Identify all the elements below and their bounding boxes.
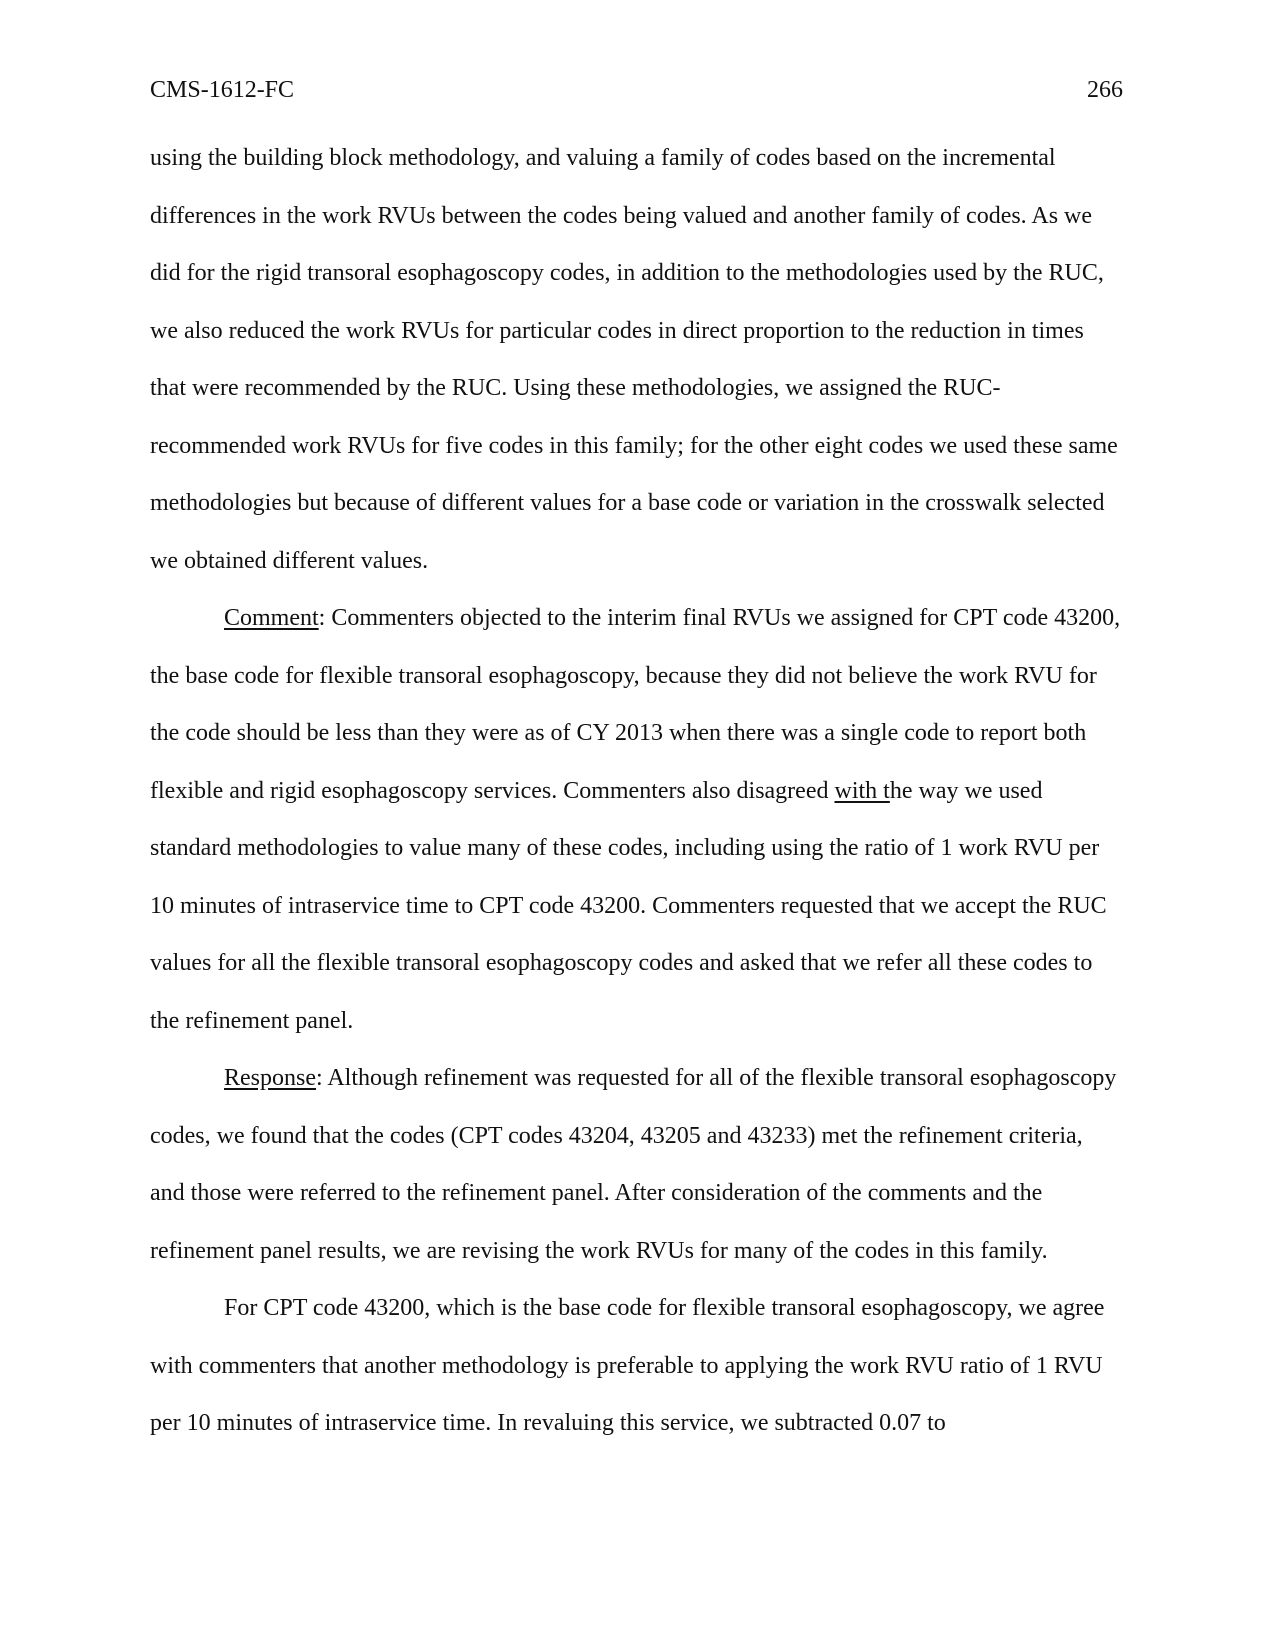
page-header bbox=[150, 72, 1123, 108]
underlined-text: with t bbox=[834, 777, 890, 804]
paragraph-text: For CPT code 43200, which is the base code for flexible transoral esophagoscopy, we agree with commenters that another methodology is preferable to applying the work RVU ratio of 1 RVU per 10 minutes of intraservice time. In revaluing this service, we subtracted 0.07 to bbox=[150, 1295, 1105, 1436]
response-label: Response bbox=[224, 1065, 316, 1091]
paragraph-text: : Although refinement was requested for all of the flexible transoral esophagoscopy codes, we found that the codes (CPT codes 43204, 43205 and 43233) met the refinement criteria, and those were referred to the refinement panel. After consideration of the comments and the refinement panel results, we are revising the work RVUs for many of the codes in this family. bbox=[150, 1065, 1117, 1264]
paragraph-response bbox=[150, 1050, 1123, 1280]
paragraph-continuation bbox=[150, 130, 1123, 590]
comment-label: Comment bbox=[224, 605, 319, 631]
page-number: 266 bbox=[1087, 77, 1123, 103]
paragraph-text: he way we used standard methodologies to value many of these codes, including using the ratio of 1 work RVU per 10 minutes of intraservice time to CPT code 43200. Commenters requested that we accept the RUC values for all the flexible transoral esophagoscopy codes and asked that we refer all these codes to the refinement panel. bbox=[150, 777, 1107, 1034]
paragraph-text: using the building block methodology, and valuing a family of codes based on the incremental differences in the work RVUs between the codes being valued and another family of codes. As we did for the rigid transoral esophagoscopy codes, in addition to the methodologies used by the RUC, we also reduced the work RVUs for particular codes in direct proportion to the reduction in times that were recommended by the RUC. Using these methodologies, we assigned the RUC-recommended work RVUs for five codes in this family; for the other eight codes we used these same methodologies but because of different values for a base code or variation in the crosswalk selected we obtained different values. bbox=[150, 145, 1118, 574]
paragraph-cpt-43200 bbox=[150, 1280, 1123, 1453]
paragraph-comment bbox=[150, 590, 1123, 1050]
document-id: CMS-1612-FC bbox=[150, 77, 295, 103]
paragraph-text: : Commenters objected to the interim final RVUs we assigned for CPT code 43200, the base code for flexible transoral esophagoscopy, because they did not believe the work RVU for the code should be less than they were as of CY 2013 when there was a single code to report both flexible and rigid esophagoscopy services. Commenters also disagreed bbox=[150, 605, 1121, 804]
document-body bbox=[150, 130, 1123, 1453]
